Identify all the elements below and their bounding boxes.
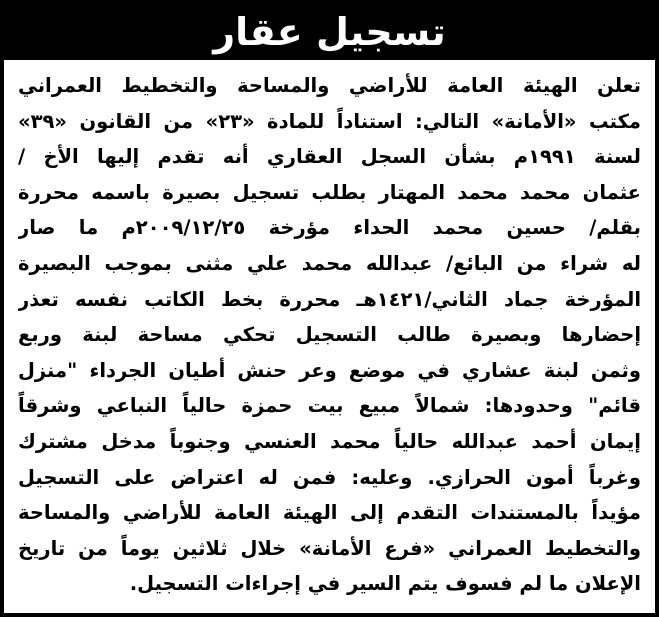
notice-line: بقلم/ حسين محمد الحداء مؤرخة ٢٠٠٩/١٢/٢٥م ما صار xyxy=(18,216,641,240)
notice-line: تعلن الهيئة العامة للأراضي والمساحة والتخطيط العمراني xyxy=(18,74,641,97)
notice-line: عثمان محمد محمد المهتار بطلب تسجيل بصيرة باسمه محررة xyxy=(18,180,641,204)
notice-line: له شراء من البائع/ عبدالله محمد علي مثنى بموجب البصيرة xyxy=(18,251,641,275)
notice-line: وغرباً أمون الحرازي. وعليه: فمن له اعتراض على التسجيل xyxy=(18,465,641,489)
notice-body xyxy=(18,68,641,602)
notice-line: مكتب «الأمانة» التالي: استناداً للمادة «٢٣» من القانون «٣٩» xyxy=(18,109,641,133)
notice-line: قائم" وحدودها: شمالاً مبيع بيت حمزة حالياً النباعي وشرقاً xyxy=(18,394,641,418)
notice-line: لسنة ١٩٩١م بشأن السجل العقاري أنه تقدم إليها الأخ / xyxy=(18,145,641,169)
notice-header-bar xyxy=(4,4,655,60)
notice-line: وثمن لبنة عشاري في موضع وعر حنش أطيان الجرداء "منزل xyxy=(18,358,641,382)
notice-line: إيمان أحمد عبدالله حالياً محمد العنسي وجنوباً مدخل مشترك xyxy=(18,429,641,453)
notice-line-last: الإعلان ما لم فسوف يتم السير في إجراءات التسجيل. xyxy=(129,572,641,596)
notice-line: مؤيداً بالمستندات التقدم إلى الهيئة العامة للأراضي والمساحة xyxy=(18,501,641,525)
notice-title: تسجيل عقار xyxy=(213,10,446,54)
notice-line: إحضارها وبصيرة طالب التسجيل تحكي مساحة لبنة وربع xyxy=(18,323,641,347)
notice-line: والتخطيط العمراني «فرع الأمانة» خلال ثلاثين يوماً من تاريخ xyxy=(18,536,641,560)
notice-line: المؤرخة جماد الثاني/١٤٢١هـ محررة بخط الكاتب نفسه تعذر xyxy=(18,287,641,311)
